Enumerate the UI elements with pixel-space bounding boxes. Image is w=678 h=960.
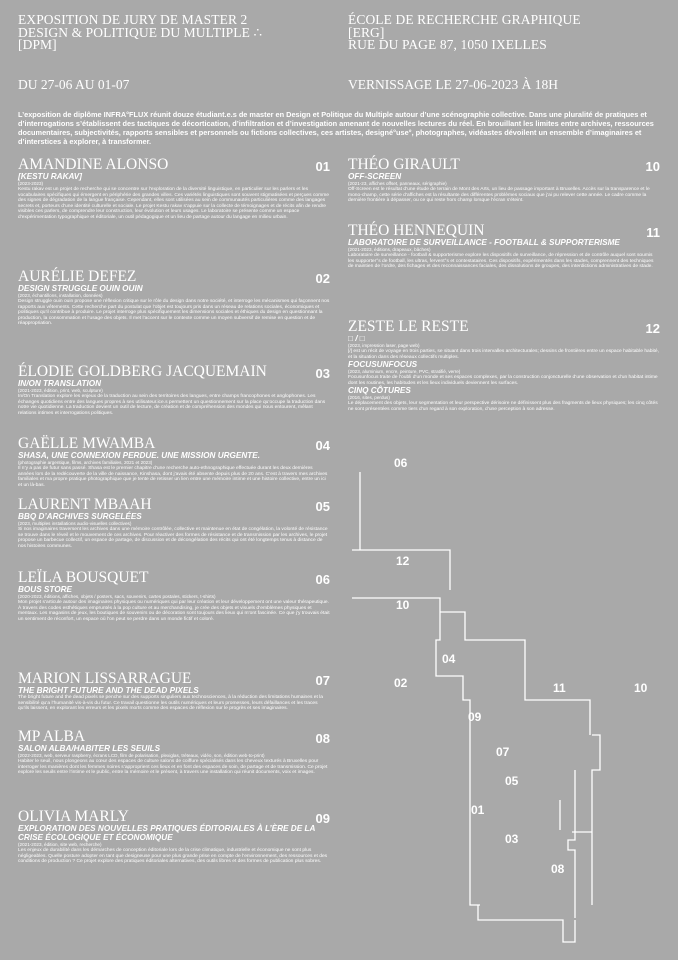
floor-plan-number: 05: [505, 774, 519, 788]
work-title: SHASA, UNE CONNEXION PERDUE. UNE MISSION URGENTE.: [18, 451, 261, 460]
artist-number: 05: [315, 499, 330, 514]
floor-plan-number: 03: [505, 832, 519, 846]
work-meta: (2022-2023, web, serveur raspberry, écrans LCD, film de polarisation, plexiglas, tréteaux, vidéo, son, édition web-to-print): [18, 753, 265, 758]
work-title: SALON ALBA/HABITER LES SEUILS: [18, 744, 161, 753]
school-line: RUE DU PAGE 87, 1050 IXELLES: [348, 37, 547, 52]
work-title: EXPLORATION DES NOUVELLES PRATIQUES ÉDITORIALES À L’ÈRE DE LA CRISE ÉCOLOGIQUE ET ÉCONOMIQUE: [18, 824, 316, 842]
work-meta: (2023-2023): [18, 181, 44, 186]
artist-name: ZESTE LE RESTE: [348, 318, 469, 335]
work-title: OFF-SCREEN: [348, 172, 402, 181]
work-description: Kestu rakav est un projet de recherche qui se concentre sur l’exploration de la diversité linguistique, en particulier sur les parlers et les vocabulaires spécifiques qui émergent en périphérie des grandes villes. Ces variétés linguistiques sont souvent stigmatisées et perçues comme des signes de dégradation de la langue française. Cependant, elles sont utilisées au sein de communautés particulières comme des langages secrets et, porteurs d’une identité culturelle et sociale. Le projet Kestu rakav s’appuie sur la collecte de témoignages et de récits afin de rendre visibles ces parlers, de comprendre leur construction, leur évolution et leurs usages. Le laboratoire se présente comme un espace d’expérimentation typographique et éditoriale, un outil pédagogique et un lieu de partage autour du langage en milieu urbain.: [18, 187, 329, 220]
floor-plan-number: 02: [394, 676, 408, 690]
artist-name: THÉO HENNEQUIN: [348, 222, 485, 239]
work-description: Si nos imaginaires traversent les archives dans une mémoire contrôlée, collective et maintenue en état de congélation, la volonté de résistance se trouve dans le réveil et le mouvement de ces archives. Pour réactiver des formes de résistance et de transmission par les archives, le projet propose un barbecue collectif, un espace de partage, de discussion et de décongélation des récits qui ont été longtemps tenus à distance de nos histoires communes.: [18, 527, 328, 549]
title-line: DESIGN & POLITIQUE DU MULTIPLE ∴: [18, 24, 263, 40]
work-meta: (photographie argentique, films, archives familiales, 2021 et 2023): [18, 460, 153, 465]
artist-number: 02: [315, 271, 330, 286]
floor-plan-number: 04: [442, 652, 456, 666]
artist-number: 08: [315, 731, 330, 746]
work-meta: (2021-2023, éditions, drapeaux, bâches): [348, 247, 431, 252]
work-meta: (2016, sites, perdus): [348, 395, 390, 401]
floor-plan-number: 06: [394, 456, 408, 470]
artist-number: 10: [645, 159, 660, 174]
floor-plan-number: 11: [553, 681, 566, 695]
work-title: DESIGN STRUGGLE OUIN OUIN: [18, 284, 143, 293]
work-title: BOUS STORE: [18, 585, 72, 594]
work-title: BBQ D’ARCHIVES SURGELÉES: [18, 512, 142, 521]
title-line: EXPOSITION DE JURY DE MASTER 2: [18, 12, 248, 27]
school-line: [ERG]: [348, 24, 385, 40]
floor-plan-number: 09: [468, 710, 482, 724]
work-title: THE BRIGHT FUTURE AND THE DEAD PIXELS: [18, 686, 199, 695]
floor-plan-inner: [560, 800, 592, 832]
work-description: Laboratoire de surveillance - football & supporterisme explore les dispositifs de surveillance, de répression et de contrôle auquel sont soumis les supporter°s de football, les ultras, fervent°s et contestataires. Ces dispositifs, expérimentés dans les stades, comprennent des techniques de maintien de l’ordre, des fichages et des reconnaissances faciales, des dissolutions de groupes, des interdictions administratives de stade.: [348, 253, 654, 270]
artist-name: AMANDINE ALONSO: [18, 156, 169, 173]
floor-plan-number: 10: [396, 598, 410, 612]
floor-plan-number: 12: [396, 554, 410, 568]
artist-name: AURÉLIE DEFEZ: [18, 268, 137, 285]
school-line: ÉCOLE DE RECHERCHE GRAPHIQUE: [348, 12, 581, 27]
work-description: Les enjeux de durabilité dans les démarches de conception éditoriale lors de la crise climatique, industrielle et économique ne sont plus négligeables. Quelle posture adopter en tant que designeuse pour une plus grande prise en compte de l’environnement, des ressources et des conditions de production ? Ce projet explore des pratiques éditoriales alternatives, des outils libres et des formes de publication plus sobres.: [18, 848, 328, 865]
intro-text: L’exposition de diplôme INFRA°FLUX réunit douze étudiant.e.s de master en Design et Politique du Multiple autour d’une scénographie collective. Dans une pluralité de pratiques et d’interrogations s’établissent des tactiques de décortication, d’infiltration et d’investigation amenant de nouvelles lectures du réel. En brouillant les limites entre archives, ressources documentaires, subjectivités, rapports sensibles et personnels ou fictions collectives, ces artistes, designé°use°, photographes, vidéastes dévoilent un ensemble d’imaginaires et d’interstices à explorer, à transformer.: [18, 110, 654, 146]
artist-number: 07: [315, 673, 330, 688]
work-description: Habiter le seuil, nous plongeons au cœur des espaces de culture salons de coiffure spécialisés dans les cheveux texturés à Bruxelles pour interroger les manières dont les femmes noires s’approprient ces lieux et en font des espaces de soin, de partage et de transmission. Ce projet explore les seuils entre l’intime et le public, entre la mémoire et le présent, à travers une installation qui réunit documents, voix et images.: [18, 759, 328, 776]
floor-plan-number: 01: [471, 803, 485, 817]
artist-number: 12: [645, 321, 660, 336]
artist-name: THÉO GIRAULT: [348, 156, 460, 173]
exhibition-dates: DU 27-06 AU 01-07: [18, 77, 130, 92]
artist-name: OLIVIA MARLY: [18, 808, 129, 825]
work-meta: (2021-23, affiches offset, panneaux, sérigraphie): [348, 181, 447, 186]
artist-number: 06: [315, 572, 330, 587]
work-title: IN/ON TRANSLATION: [18, 379, 102, 388]
artist-number: 09: [315, 811, 330, 826]
work-description: The bright future and the dead pixels se penche sur des supports singuliers aux technosciences, à la réduction des limitations humaines et la sensibilité qu’a l’humanité vis-à-vis du futur. Ce travail questionne les outils numériques et leurs promesses, leurs défaillances et les traces qu’ils laissent, en explorant les erreurs et les pixels morts comme des espaces de réflexion sur le progrès et ses imaginaires.: [18, 695, 324, 712]
artist-number: 03: [315, 366, 330, 381]
work-meta: (2023, impression laser, page web): [348, 343, 420, 348]
artist-name: MARION LISSARRAGUE: [18, 670, 192, 687]
work-title: LABORATOIRE DE SURVEILLANCE - FOOTBALL & SUPPORTERISME: [348, 238, 620, 247]
work-title: CINQ CÔTURES: [348, 386, 411, 396]
work-meta: (2021-2023, édition, site web, recherche): [18, 842, 102, 847]
work-title: FOCUSUNFOCUS: [348, 360, 418, 370]
title-line: [DPM]: [18, 37, 57, 52]
work-meta: (2023, multiples installations audio-visuelles collectives): [18, 521, 132, 526]
work-description: In/On Translation explore les enjeux de la traduction au sein des territoires des langues, entre champs francophones et anglophones. Les échanges quotidiens entre des langues propres à ses utilisateur.ice.s permettent un questionnement sur la place qu’occupe la traduction dans notre vie quotidienne. La traduction devient un outil de lecture, de création et de compréhension des mondes qui nous entourent, mêlant relations intimes et interrogations politiques.: [18, 394, 326, 416]
artist-name: LAURENT MBAAH: [18, 496, 152, 513]
work-meta: (2020-2023, éditions, affiches, objets / posters, sacs, souvenirs, cartes postales, stickers, t-shirts): [18, 594, 216, 599]
vernissage-date: VERNISSAGE LE 27-06-2023 À 18H: [348, 77, 558, 92]
artist-name: ÉLODIE GOLDBERG JACQUEMAIN: [18, 363, 267, 380]
work-description: Focusunfocus traite de l’oubli d’un monde et ses espaces complexes, par la construction conjoncturelle d’une observation et d’un habitat intime dont les routines, les habitudes et les lieux individuels deviennent les surfaces.: [348, 375, 658, 386]
work-description: Mon projet s’articule autour des imaginaires physiques ou numériques qui par leur création et leur développement ont une valeur thérapeutique. À travers des codes esthétiques empruntés à la pop culture et au merchandising, je crée des objets et visuels d’emblèmes physiques et mentaux. Les magasins de jeux, les boutiques de souvenirs ou de décoration sont toujours des lieux qui m’ont fascinée. Ce que j’y trouvais était un sentiment de réconfort, un espace où l’on peut se perdre dans un monde fictif et coloré.: [18, 600, 330, 622]
artist-name: LEÏLA BOUSQUET: [18, 569, 149, 586]
work-title: [KESTU RAKAV]: [18, 172, 82, 181]
floor-plan-number: 08: [551, 862, 565, 876]
artist-name: MP ALBA: [18, 728, 86, 745]
work-description: Le déplacement des objets, leur segmentation et leur perspective dérisoire ne définissent plus des fragments de lieux physiques; les cinq côtés ne sont présentées comme tiers d’un regard à son exploration, d’une perception à son adresse.: [348, 401, 658, 412]
work-title: □ / □: [348, 334, 365, 343]
work-description: Off-Screen est le résultat d’une étude de terrain de Mont des Arts, un lieu de passage important à Bruxelles. Accès sur la transparence et le mono-champ, cette série d’affiches est la résultante des différentes problèmes sociaux que j’ai pu relever cette année. Le cadre comme la dernière frontière à dépasser, ou ce qui reste hors champ lorsque l’écran s’éteint.: [348, 187, 650, 204]
artist-number: 11: [646, 225, 660, 240]
work-description: Il n’y a pas de futur sans passé. Shasa est le premier chapitre d’une recherche auto-ethnographique effectuée durant les deux dernières années lors de la redécouverte de la ville de naissance, Kinshasa, dont j’avais été absente depuis plus de 20 ans. C’est à travers mes archives familiales et ma propre pratique photographique que je tente de retisser un lien entre une mémoire intime et une histoire collective, entre un ici et un là-bas.: [18, 466, 328, 488]
artist-number: 04: [315, 438, 330, 453]
work-meta: (2023, aluminium, encre, peinture, PVC, stratifié, verre): [348, 369, 461, 375]
work-description: [/] est un récit de voyage en trois parties, se situant dans trois intervalles architecturales; dessins de frontières entre un espace habitable habité, et la situation dans des réseaux collectifs multiples.: [348, 349, 659, 360]
work-meta: (2023, échantillons, installation, données): [18, 293, 103, 298]
floor-plan-number: 10: [634, 681, 648, 695]
floor-plan-number: 07: [496, 745, 510, 759]
artist-number: 01: [315, 159, 330, 174]
work-meta: (2021-2023, édition, print, web, sculpture): [18, 388, 103, 393]
work-description: Design struggle ouin ouin propose une réflexion critique sur le rôle du design dans notre société, et interroge les mécanismes qui façonnent nos rapports aux vêtements. Cette recherche part du postulat que l’objet est toujours pris dans un réseau de relations sociales, économiques et politiques qu’il contribue à produire. Le projet interroge plus spécifiquement les dimensions sociales et éthiques du design en questionnant la production, la consommation et l’usage des objets. Il met l’accent sur le contexte comme un moyen subversif de remise en question et de réappropriation.: [18, 299, 330, 327]
artist-name: GAËLLE MWAMBA: [18, 435, 156, 452]
